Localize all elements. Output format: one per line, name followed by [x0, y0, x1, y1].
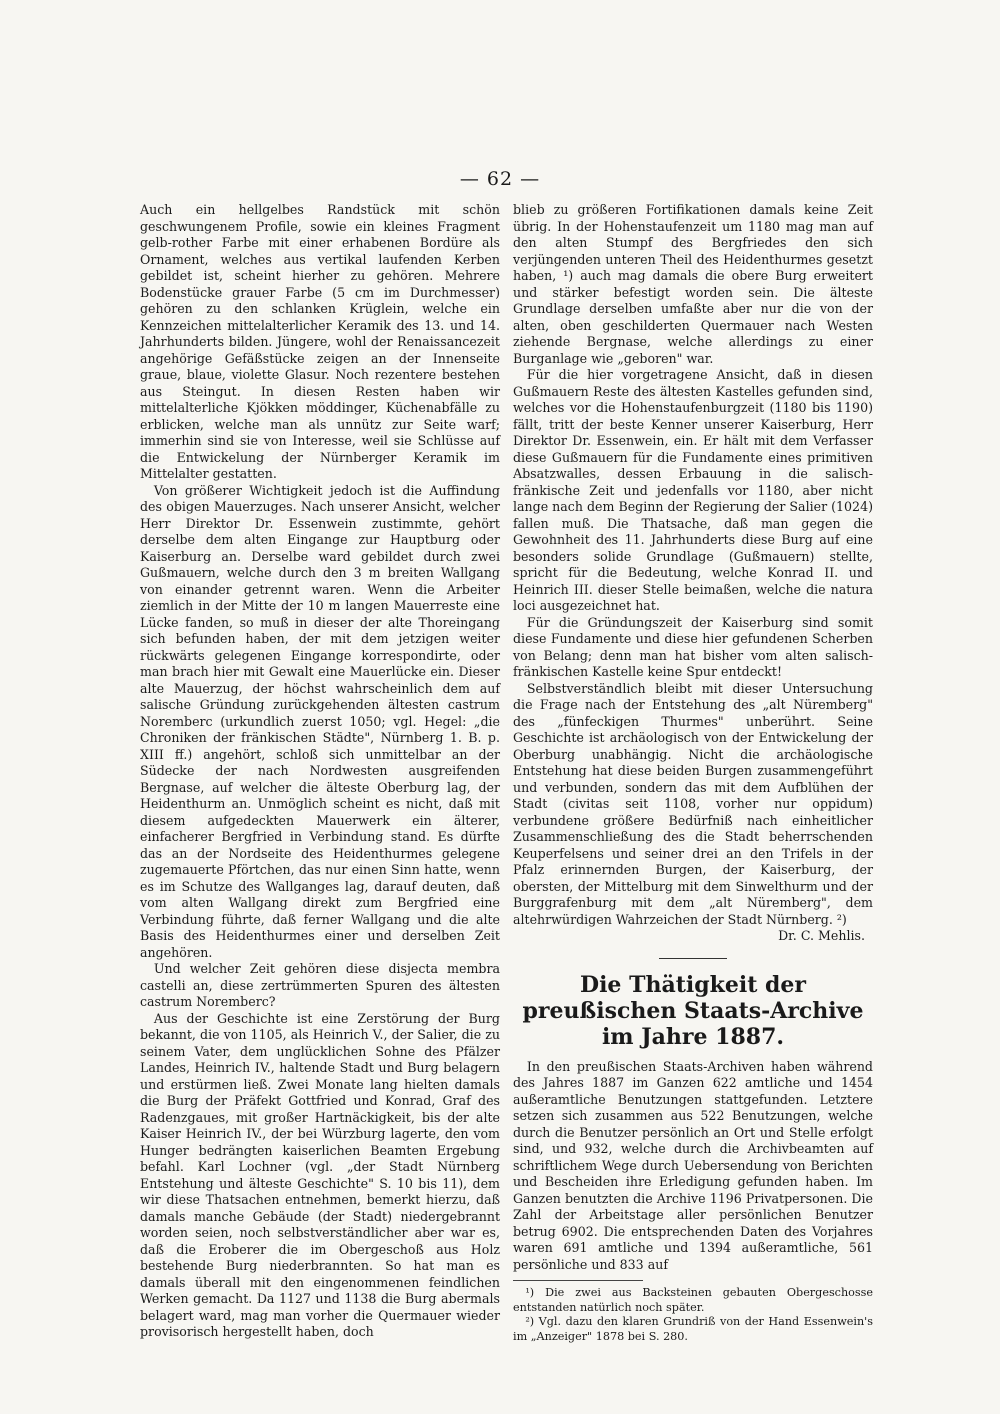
paragraph: Für die hier vorgetragene Ansicht, daß in diesen Gußmauern Reste des ältesten Kastelles gefunden sind, welches vor die Hohenstaufenburgzeit (1180 bis 1190) fällt, tritt der beste Kenner unserer Kaiserburg, Herr Direktor Dr. Essenwein, ein. Er hält mit dem Verfasser diese Gußmauern für die Fundamente eines primitiven Absatzwalles, dessen Erbauung in die salisch-fränkische Zeit und jedenfalls vor 1180, aber nicht lange nach dem Beginn der Regierung der Salier (1024) fallen muß. Die Thatsache, daß man gegen die Gewohnheit des 11. Jahrhunderts diese Burg auf eine besonders solide Grundlage (Gußmauern) stellte, spricht für die Bedeutung, welche Konrad II. und Heinrich III. dieser Stelle beimaßen, welche die natura loci ausgezeichnet hat.: [513, 367, 873, 613]
right-column: [513, 202, 873, 1344]
footnotes: [513, 1281, 873, 1344]
page-number: — 62 —: [459, 168, 541, 190]
paragraph: Selbstverständlich bleibt mit dieser Untersuchung die Frage nach der Entstehung des „alt Nüremberg" des „fünfeckigen Thurmes" unberührt. Seine Geschichte ist archäologisch von der Entwickelung der Oberburg unabhängig. Nicht die archäologische Entstehung hat diese beiden Burgen zusammengeführt und verbunden, sondern das mit dem Aufblühen der Stadt (civitas seit 1108, vorher nur oppidum) verbundene größere Bedürfniß nach einheitlicher Zusammenschließung des die Stadt beherrschenden Keuperfelsens und seiner drei an den Trifels in der Pfalz erinnernden Burgen, der Kaiserburg, der obersten, der Mittelburg mit dem Sinwelthurm und der Burggrafenburg mit dem „alt Nüremberg", dem altehrwürdigen Wahrzeichen der Stadt Nürnberg. ²): [513, 680, 873, 927]
footnote: ²) Vgl. dazu den klaren Grundriß von der Hand Essenwein's im „Anzeiger" 1878 bei S. 280.: [513, 1315, 873, 1343]
paragraph: Auch ein hellgelbes Randstück mit schön geschwungenem Profile, sowie ein kleines Fragment gelb-rother Farbe mit einer erhabenen Bordüre als Ornament, welches aus vertikal laufenden Kerben gebildet ist, scheint hierher zu gehören. Mehrere Bodenstücke grauer Farbe (5 cm im Durchmesser) gehören zu den schlanken Krüglein, welche ein Kennzeichen mittelalterlicher Keramik des 13. und 14. Jahrhunderts bilden. Jüngere, wohl der Renaissancezeit angehörige Gefäßstücke zeigen an der Innenseite graue, blaue, violette Glasur. Noch rezentere bestehen aus Steingut. In diesen Resten haben wir mittelalterliche Kjökken möddinger, Küchenabfälle zu erblicken, welche man als unnütz zur Seite warf; immerhin sind sie von Interesse, weil sie Schlüsse auf die Entwickelung der Nürnberger Keramik im Mittelalter gestatten.: [140, 202, 500, 481]
paragraph: Aus der Geschichte ist eine Zerstörung der Burg bekannt, die von 1105, als Heinrich V., der Salier, die zu seinem Vater, dem unglücklichen Sohne des Pfälzer Landes, Heinrich IV., haltende Stadt und Burg belagern und erstürmen ließ. Zwei Monate lang hielten damals die Burg der Präfekt Gottfried und Konrad, Graf des Radenzgaues, mit großer Hartnäckigkeit, bis der alte Kaiser Heinrich IV., der bei Würzburg lagerte, den vom Hunger bedrängten kaiserlichen Beamten Ergebung befahl. Karl Lochner (vgl. „der Stadt Nürnberg Entstehung und älteste Geschichte" S. 10 bis 11), dem wir diese Thatsachen entnehmen, bemerkt hierzu, daß damals manche Gebäude (der Stadt) niedergebrannt worden seien, noch selbstverständlicher aber war es, daß die Eroberer die im Obergeschoß aus Holz bestehende Burg niederbrannten. So hat man es damals überall mit den eingenommenen feindlichen Werken gemacht. Da 1127 und 1138 die Burg abermals belagert ward, mag man vorher die Quermauer wieder provisorisch hergestellt haben, doch: [140, 1010, 500, 1339]
paragraph: Für die Gründungszeit der Kaiserburg sind somit diese Fundamente und diese hier gefundenen Scherben von Belang; denn man hat bisher vom alten salisch-fränkischen Kastelle keine Spur entdeckt!: [513, 614, 873, 679]
section-heading: Die Thätigkeit der preußischen Staats-Archive im Jahre 1887.: [522, 971, 864, 1050]
paragraph: Von größerer Wichtigkeit jedoch ist die Auffindung des obigen Mauerzuges. Nach unserer Ansicht, welcher Herr Direktor Dr. Essenwein zustimmte, gehört derselbe dem alten Eingange zur Hauptburg oder Kaiserburg an. Derselbe ward gebildet durch zwei Gußmauern, welche durch den 3 m breiten Wallgang von einander getrennt waren. Wenn die Arbeiter ziemlich in der Mitte der 10 m langen Mauerreste eine Lücke fanden, so muß in dieser der alte Thoreingang sich befunden haben, der mit dem jetzigen weiter rückwärts gelegenen Eingange korrespondirte, oder man brach hier mit Gewalt eine Mauerlücke ein. Dieser alte Mauerzug, der höchst wahrscheinlich dem auf salische Gründung zurückgehenden ältesten castrum Noremberc (urkundlich zuerst 1050; vgl. Hegel: „die Chroniken der fränkischen Städte", Nürnberg 1. B. p. XIII ff.) angehört, schloß sich unmittelbar an der Südecke der nach Nordwesten ausgreifenden Bergnase, auf welcher die älteste Oberburg lag, der Heidenthurm an. Unmöglich scheint es nicht, daß mit diesem aufgedeckten Mauerwerk ein älterer, einfacherer Bergfried in Verbindung stand. Es dürfte das an der Nordseite des Heidenthurmes gelegene zugemauerte Pförtchen, das nur einen Sinn hatte, wenn es im Schutze des Wallganges lag, darauf deuten, daß vom alten Wallgang direkt zum Bergfried eine Verbindung führte, daß ferner Wallgang und die alte Basis des Heidenthurmes einer und derselben Zeit angehören.: [140, 482, 500, 960]
section-divider: [659, 958, 727, 959]
author-signature: Dr. C. Mehlis.: [778, 928, 865, 943]
footnote: ¹) Die zwei aus Backsteinen gebauten Obergeschosse entstanden natürlich noch später.: [513, 1286, 873, 1314]
left-column: [140, 202, 500, 1341]
paragraph: blieb zu größeren Fortifikationen damals keine Zeit übrig. In der Hohenstaufenzeit um 1180 mag man auf den alten Stumpf des Bergfriedes den sich verjüngenden unteren Theil des Heidenthurmes gesetzt haben, ¹) auch mag damals die obere Burg erweitert und stärker befestigt worden sein. Die älteste Grundlage derselben umfaßte aber nur die von der alten, oben geschilderten Quermauer nach Westen ziehende Bergnase, welche allerdings zu einer Burganlage wie „geboren" war.: [513, 202, 873, 366]
paragraph: In den preußischen Staats-Archiven haben während des Jahres 1887 im Ganzen 622 amtliche und 1454 außeramtliche Benutzungen stattgefunden. Letztere setzen sich zusammen aus 522 Benutzungen, welche durch die Benutzer persönlich an Ort und Stelle erfolgt sind, und 932, welche durch die Archivbeamten auf schriftlichem Wege durch Uebersendung von Berichten und Bescheiden ihre Erledigung gefunden haben. Im Ganzen benutzten die Archive 1196 Privatpersonen. Die Zahl der Arbeitstage aller persönlichen Benutzer betrug 6902. Die entsprechenden Daten des Vorjahres waren 691 amtliche und 1394 außeramtliche, 561 persönliche und 833 auf: [513, 1058, 873, 1272]
paragraph: Und welcher Zeit gehören diese disjecta membra castelli an, diese zertrümmerten Spuren des ältesten castrum Noremberc?: [140, 961, 500, 1009]
